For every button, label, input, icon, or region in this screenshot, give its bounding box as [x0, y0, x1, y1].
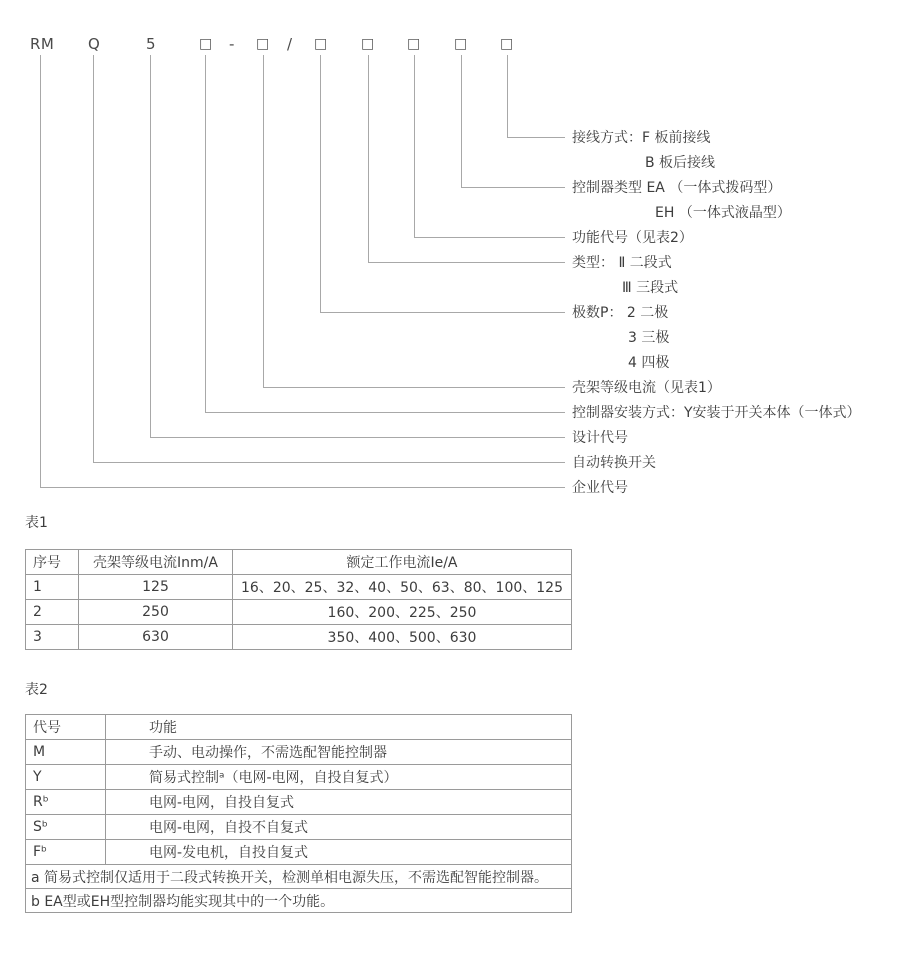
- table1-cell: 250: [79, 600, 233, 625]
- table2-cell-code: Y: [26, 765, 106, 790]
- label-wiring-mode-b: B 板后接线: [645, 155, 716, 171]
- label-wiring-mode: 接线方式：F 板前接线: [572, 130, 711, 146]
- table1-cell: 2: [26, 600, 79, 625]
- table2-cell-code: Fᵇ: [26, 840, 106, 865]
- label-type: 类型： Ⅱ 二段式: [572, 255, 672, 271]
- table1-cell: 1: [26, 575, 79, 600]
- label-frame-current: 壳架等级电流（见表1）: [572, 380, 721, 396]
- table2-note-b: b EA型或EH型控制器均能实现其中的一个功能。: [26, 889, 572, 913]
- table2-note-a: a 简易式控制仅适用于二段式转换开关，检测单相电源失压，不需选配智能控制器。: [26, 865, 572, 889]
- table2-cell-code: Sᵇ: [26, 815, 106, 840]
- label-controller-type-eh: EH （一体式液晶型）: [655, 205, 791, 221]
- model-seg-box-7: □: [500, 36, 514, 52]
- model-seg-dash: -: [229, 35, 235, 53]
- label-design-code: 设计代号: [572, 430, 628, 446]
- model-seg-box-3: □: [314, 36, 328, 52]
- label-poles: 极数P： 2 二极: [572, 305, 669, 321]
- table1: [25, 549, 572, 650]
- model-seg-box-2: □: [256, 36, 270, 52]
- table2-header-function: 功能: [106, 715, 572, 740]
- label-poles-3: 3 三极: [628, 330, 670, 346]
- label-company-code: 企业代号: [572, 480, 628, 496]
- table1-cell: 3: [26, 625, 79, 650]
- table2-cell-function: 电网-电网，自投自复式: [106, 790, 572, 815]
- table-row: [26, 625, 572, 650]
- table1-cell: 125: [79, 575, 233, 600]
- table2-cell-function: 电网-电网，自投不自复式: [106, 815, 572, 840]
- label-controller-type: 控制器类型 EA （一体式拨码型）: [572, 180, 782, 196]
- table-row: [26, 840, 572, 865]
- table2-cell-function: 电网-发电机，自投自复式: [106, 840, 572, 865]
- label-ats: 自动转换开关: [572, 455, 656, 471]
- model-seg-box-1: □: [199, 36, 213, 52]
- model-seg-rm: RM: [30, 35, 55, 53]
- table2-cell-function: 简易式控制ᵃ（电网-电网，自投自复式）: [106, 765, 572, 790]
- label-function-code: 功能代号（见表2）: [572, 230, 693, 246]
- table1-cell: 16、20、25、32、40、50、63、80、100、125: [233, 575, 572, 600]
- table1-cell: 160、200、225、250: [233, 600, 572, 625]
- table2-cell-code: M: [26, 740, 106, 765]
- table2-caption: 表2: [25, 682, 48, 698]
- model-seg-5: 5: [146, 35, 157, 53]
- table-row: [26, 790, 572, 815]
- table2-cell-function: 手动、电动操作，不需选配智能控制器: [106, 740, 572, 765]
- leader-line-company-code: [40, 55, 565, 488]
- table1-caption: 表1: [25, 515, 48, 531]
- model-seg-box-5: □: [407, 36, 421, 52]
- model-seg-q: Q: [88, 35, 101, 53]
- table-row: [26, 740, 572, 765]
- model-seg-slash: /: [287, 35, 293, 53]
- table1-cell: 630: [79, 625, 233, 650]
- table-row: [26, 815, 572, 840]
- label-type-iii: Ⅲ 三段式: [622, 280, 679, 296]
- table-row: [26, 575, 572, 600]
- table2-header-code: 代号: [26, 715, 106, 740]
- table1-cell: 350、400、500、630: [233, 625, 572, 650]
- model-seg-box-4: □: [361, 36, 375, 52]
- table1-header-row: [26, 550, 572, 575]
- table2-cell-code: Rᵇ: [26, 790, 106, 815]
- model-seg-box-6: □: [454, 36, 468, 52]
- table2-note-row: [26, 865, 572, 889]
- table1-header-frame-current: 壳架等级电流Inm/A: [79, 550, 233, 575]
- table2: [25, 714, 572, 913]
- label-controller-mounting: 控制器安装方式：Y安装于开关本体（一体式）: [572, 405, 861, 421]
- table1-header-index: 序号: [26, 550, 79, 575]
- table-row: [26, 600, 572, 625]
- table2-note-row: [26, 889, 572, 913]
- table-row: [26, 765, 572, 790]
- label-poles-4: 4 四极: [628, 355, 670, 371]
- table2-header-row: [26, 715, 572, 740]
- table1-header-rated-current: 额定工作电流Ie/A: [233, 550, 572, 575]
